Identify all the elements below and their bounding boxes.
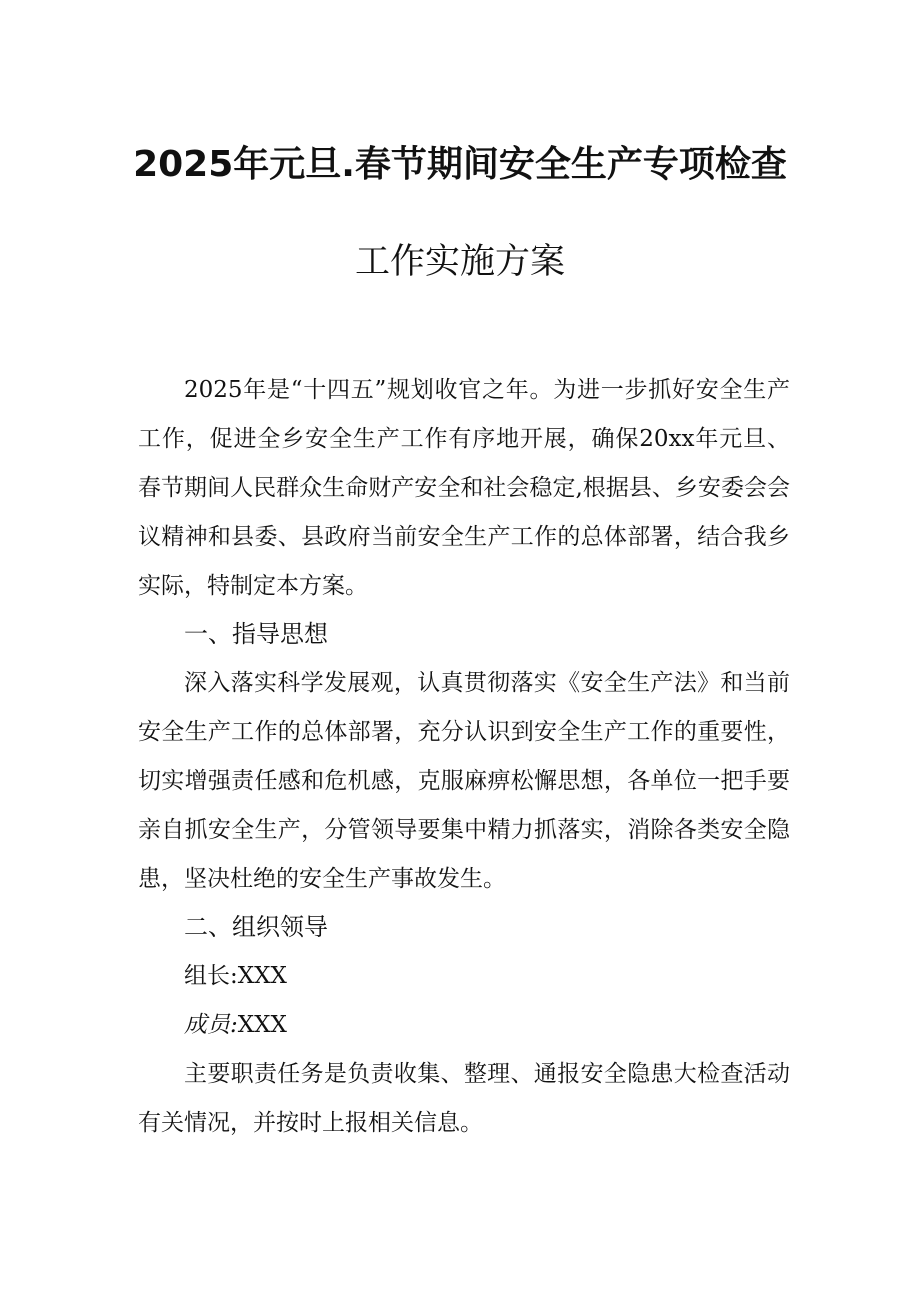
member-line — [138, 1001, 790, 1050]
leader-label: 组长: — [184, 963, 238, 989]
guiding-ideology-paragraph: 深入落实科学发展观，认真贯彻落实《安全生产法》和当前安全生产工作的总体部署，充分认识到安全生产工作的重要性，切实增强责任感和危机感，克服麻痹松懈思想，各单位一把手要亲自抓安全生产，分管领导要集中精力抓落实，消除各类安全隐患，坚决杜绝的安全生产事故发生。 — [138, 670, 790, 892]
leader-line — [138, 952, 790, 1001]
leader-value: XXX — [237, 963, 287, 989]
intro-paragraph: 2025年是“十四五”规划收官之年。为进一步抓好安全生产工作，促进全乡安全生产工作有序地开展，确保20xx年元旦、春节期间人民群众生命财产安全和社会稳定,根据县、乡安委会会议精神和县委、县政府当前安全生产工作的总体部署，结合我乡实际，特制定本方案。 — [138, 377, 790, 599]
section-heading-guiding-ideology: 一、指导思想 — [184, 620, 328, 648]
member-value: XXX — [237, 1012, 287, 1038]
document-title-line-1: 2025年元旦.春节期间安全生产专项检查 — [133, 144, 787, 185]
section-heading-organization: 二、组织领导 — [184, 913, 328, 941]
document-title-line-2: 工作实施方案 — [354, 242, 565, 282]
member-label: 成员: — [184, 1012, 238, 1038]
duty-paragraph: 主要职责任务是负责收集、整理、通报安全隐患大检查活动有关情况，并按时上报相关信息。 — [138, 1061, 790, 1136]
